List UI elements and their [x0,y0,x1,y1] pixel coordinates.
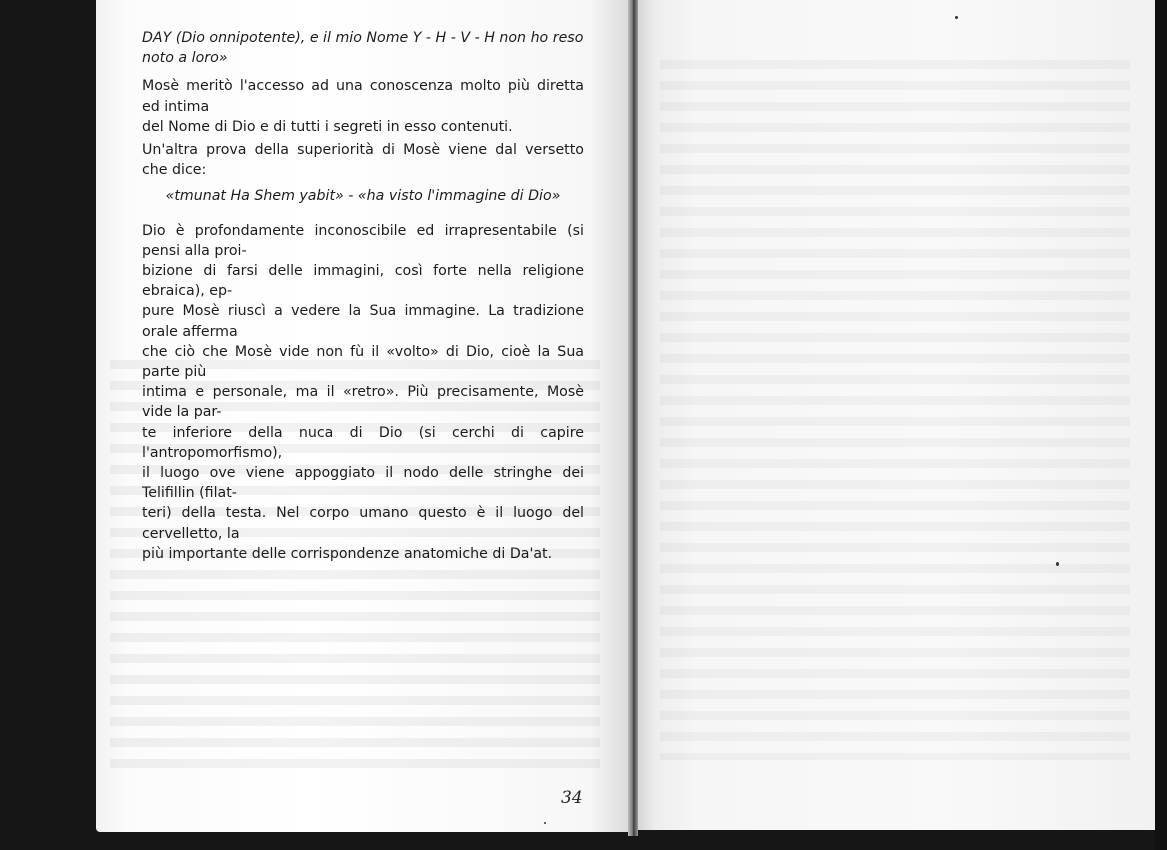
book-gutter [628,0,638,836]
paragraph-1-line-1: DAY (Dio onnipotente), e il mio Nome Y - H - V - H non ho reso [142,30,584,46]
paragraph-4-line-6: te inferiore della nuca di Dio (si cerchi di capire l'antropomorfismo), [142,424,584,461]
paragraph-2-line-2: del Nome di Dio e di tutti i segreti in esso contenuti. [142,118,513,135]
paragraph-4-line-1: Dio è profondamente inconoscibile ed irrapresentabile (si pensi alla proi- [142,222,584,259]
show-through-texture-right [660,60,1130,760]
scan-speck [544,822,546,824]
paragraph-4-line-2: bizione di farsi delle immagini, così forte nella religione ebraica), ep- [142,263,584,300]
paragraph-4-line-7: il luogo ove viene appoggiato il nodo delle stringhe dei Telifillin (filat- [142,465,584,502]
quote-line: «tmunat Ha Shem yabit» - «ha visto l'immagine di Dio» [165,188,561,205]
paragraph-4-line-8: teri) della testa. Nel corpo umano questo è il luogo del cervelletto, la [142,505,584,542]
paragraph-4-line-9: più importante delle corrispondenze anatomiche di Da'at. [142,545,553,562]
paragraph-4-line-4: che ciò che Mosè vide non fù il «volto» di Dio, cioè la Sua parte più [142,343,584,381]
paragraph-1-line-2: noto a loro» [142,50,228,67]
paragraph-4-line-3: pure Mosè riuscì a vedere la Sua immagine. La tradizione orale afferma [142,303,584,340]
paragraph-4-line-5: intima e personale, ma il «retro». Più precisamente, Mosè vide la par- [142,384,584,421]
page-number: 34 [561,788,583,808]
scan-edge [1155,0,1167,850]
main-text [142,28,584,564]
scan-speck [1056,562,1059,566]
paragraph-3-line-1: Un'altra prova della superiorità di Mosè viene dal versetto che dice: [142,142,584,179]
paragraph-2-line-1: Mosè meritò l'accesso ad una conoscenza molto più diretta ed intima [142,78,584,115]
scan-speck [955,16,958,19]
